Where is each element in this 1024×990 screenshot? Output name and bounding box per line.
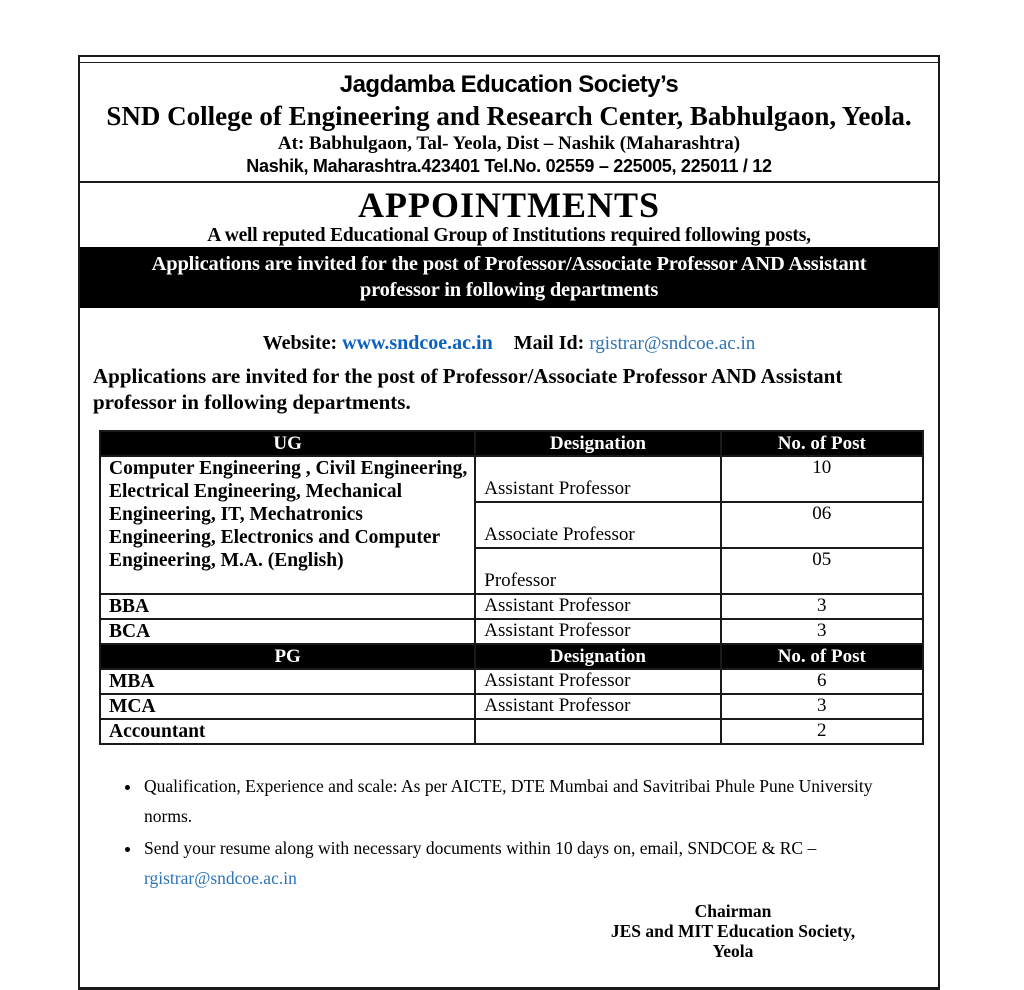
cell-posts: 2: [721, 719, 923, 744]
table-row: [100, 594, 923, 619]
invitation-banner: Applications are invited for the post of Professor/Associate Professor AND Assistant professor in following departments: [80, 247, 938, 308]
address-line-1: At: Babhulgaon, Tal- Yeola, Dist – Nashik (Maharashtra): [277, 133, 741, 154]
mail-link[interactable]: rgistrar@sndcoe.ac.in: [589, 333, 756, 354]
college-name: SND College of Engineering and Research Center, Babhulgaon, Yeola.: [106, 101, 912, 131]
contact-line: [80, 331, 938, 356]
table-row: [100, 619, 923, 644]
cell-department: BBA: [100, 594, 475, 619]
header-cell-designation: Designation: [475, 431, 720, 456]
intro-paragraph: Applications are invited for the post of Professor/Associate Professor AND Assistant professor in following departments.: [93, 364, 843, 414]
advertisement-document: [78, 55, 940, 990]
table-row: [100, 456, 923, 502]
cell-posts: 3: [721, 594, 923, 619]
header-cell-posts: No. of Post: [721, 431, 923, 456]
cell-designation: Professor: [475, 548, 720, 594]
cell-department: BCA: [100, 619, 475, 644]
cell-posts: 05: [721, 548, 923, 594]
cell-posts: 3: [721, 694, 923, 719]
header-cell-designation: Designation: [475, 644, 720, 669]
cell-posts: 06: [721, 502, 923, 548]
cell-designation: Assistant Professor: [475, 694, 720, 719]
header-cell-posts: No. of Post: [721, 644, 923, 669]
note-resume: [142, 833, 918, 893]
note-resume-text: Send your resume along with necessary documents within 10 days on, email, SNDCOE & RC –: [144, 838, 817, 858]
cell-designation: [475, 719, 720, 744]
signature-block: [583, 901, 883, 987]
note-qualification-text: Qualification, Experience and scale: As per AICTE, DTE Mumbai and Savitribai Phule Pune University norms.: [144, 776, 873, 826]
notes-list: [142, 771, 918, 893]
table-row: [100, 694, 923, 719]
society-name: Jagdamba Education Society’s: [339, 71, 679, 98]
website-label: Website:: [262, 332, 338, 354]
header-cell-ug: UG: [100, 431, 475, 456]
cell-designation: Associate Professor: [475, 502, 720, 548]
appointments-title: APPOINTMENTS: [357, 185, 661, 225]
cell-department: MBA: [100, 669, 475, 694]
note-qualification: [142, 771, 918, 831]
signature-org: JES and MIT Education Society,: [610, 921, 856, 941]
cell-posts: 10: [721, 456, 923, 502]
cell-designation: Assistant Professor: [475, 669, 720, 694]
cell-department-merged: Computer Engineering , Civil Engineering, Electrical Engineering, Mechanical Engineering, IT, Mechatronics Engineering, Electronics and Computer Engineering, M.A. (English): [100, 456, 475, 594]
table-header-pg: [100, 644, 923, 669]
cell-posts: 3: [721, 619, 923, 644]
table-row: [100, 719, 923, 744]
vacancy-table: [99, 430, 924, 745]
cell-posts: 6: [721, 669, 923, 694]
address-line-2: Nashik, Maharashtra.423401 Tel.No. 02559 – 225005, 225011 / 12: [246, 156, 772, 176]
cell-department: Accountant: [100, 719, 475, 744]
signature-title: Chairman: [694, 901, 772, 921]
cell-designation: Assistant Professor: [475, 456, 720, 502]
cell-designation: Assistant Professor: [475, 594, 720, 619]
cell-department: MCA: [100, 694, 475, 719]
table-header-ug: [100, 431, 923, 456]
appointments-subtitle: A well reputed Educational Group of Institutions required following posts,: [207, 225, 811, 246]
signature-place: Yeola: [712, 941, 754, 961]
header-cell-pg: PG: [100, 644, 475, 669]
cell-designation: Assistant Professor: [475, 619, 720, 644]
website-link[interactable]: www.sndcoe.ac.in: [342, 332, 493, 354]
letterhead: [80, 63, 938, 183]
mail-label: Mail Id:: [513, 332, 585, 354]
appointments-header: [80, 183, 938, 247]
table-row: [100, 669, 923, 694]
note-email-link[interactable]: rgistrar@sndcoe.ac.in: [144, 868, 297, 888]
